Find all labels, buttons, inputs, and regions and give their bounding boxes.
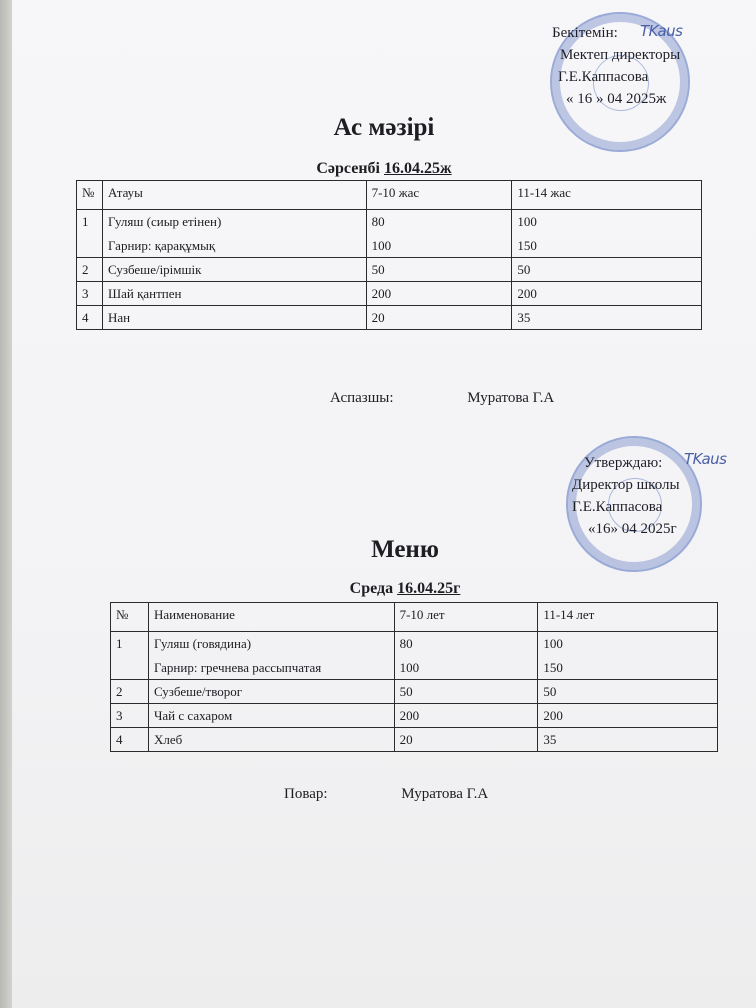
table-cell-num: 3 [77,282,103,306]
subtitle-ru [12,580,756,598]
table-cell-age-7-10 [366,258,512,282]
page-title-ru: Меню [371,536,439,563]
menu-table-ru [110,602,718,752]
subtitle-kz-date: 16.04.25ж [384,160,452,177]
table-cell-num: 4 [77,306,103,330]
cell-line: 35 [543,732,557,747]
table-cell-name [148,680,394,704]
cell-line: 50 [399,684,413,699]
menu-table-kz-body [77,181,702,330]
table-row [77,282,702,306]
cell-line: Шай қантпен [107,286,182,301]
table-cell-age-7-10 [394,704,538,728]
table-cell-age-11-14 [512,210,702,258]
footer-kz-name: Муратова Г.А [467,390,555,406]
cell-line: 20 [399,732,413,747]
table-cell-age-7-10 [366,306,512,330]
approval-kz-line2: Мектеп директоры [560,47,681,63]
cell-line: Чай с сахаром [153,708,233,723]
table-cell-name [102,282,366,306]
table-cell-age-7-10 [394,728,538,752]
cell-line: 50 [517,262,531,277]
table-cell-name [148,728,394,752]
table-cell-age-11-14 [512,258,702,282]
cell-line: Гарнир: қарақұмық [107,238,216,253]
cell-line: 200 [371,286,392,301]
column-header: Наименование [148,603,394,632]
column-header: Атауы [102,181,366,210]
table-cell-age-11-14 [538,704,718,728]
footer-kz [330,390,554,407]
cell-line: 150 [543,660,563,675]
column-header: № [111,603,149,632]
cell-line: Гарнир: гречнева рассыпчатая [153,660,322,675]
subtitle-kz [12,160,756,178]
cell-line: 80 [399,636,413,651]
table-cell-num: 1 [77,210,103,258]
column-header: 7-10 жас [366,181,512,210]
table-cell-num: 2 [77,258,103,282]
cell-line: 100 [517,214,537,229]
table-cell-name [102,306,366,330]
menu-table-kz [76,180,702,330]
column-header: 11-14 жас [512,181,702,210]
cell-line: 80 [371,214,385,229]
table-cell-age-7-10 [394,632,538,680]
table-cell-age-11-14 [538,680,718,704]
cell-line: 100 [543,636,563,651]
approval-block-ru [572,452,680,540]
cell-line: 50 [371,262,385,277]
approval-ru-line3: Г.Е.Каппасова [572,499,663,515]
table-cell-num: 4 [111,728,149,752]
cell-line: 35 [517,310,531,325]
table-row [77,306,702,330]
subtitle-ru-day: Среда [349,580,394,597]
table-row [77,258,702,282]
table-header-row [111,603,718,632]
menu-table-ru-body [111,603,718,752]
cell-line: 150 [517,238,537,253]
cell-line: Гуляш (сиыр етінен) [107,214,222,229]
document-page [12,0,756,1008]
footer-ru-name: Муратова Г.А [401,786,489,802]
cell-line: 200 [543,708,563,723]
table-cell-age-7-10 [366,282,512,306]
table-cell-name [102,210,366,258]
table-cell-name [148,632,394,680]
subtitle-ru-date: 16.04.25г [397,580,461,597]
signature-ru: TKaus [684,450,727,468]
column-header: 11-14 лет [538,603,718,632]
cell-line: Нан [107,310,131,325]
table-cell-age-7-10 [394,680,538,704]
cell-line: 200 [517,286,537,301]
signature-kz: TKaus [640,22,683,40]
cell-line: Сузбеше/творог [153,684,243,699]
table-cell-age-7-10 [366,210,512,258]
column-header: 7-10 лет [394,603,538,632]
subtitle-kz-day: Сәрсенбі [316,160,380,177]
table-row [111,680,718,704]
table-cell-name [148,704,394,728]
table-cell-age-11-14 [512,306,702,330]
cell-line: Гуляш (говядина) [153,636,252,651]
cell-line: Хлеб [153,732,183,747]
table-row [111,632,718,680]
table-cell-age-11-14 [538,632,718,680]
table-cell-num: 2 [111,680,149,704]
approval-kz-line1: Бекітемін: [552,25,618,41]
table-row [111,704,718,728]
cell-line: 20 [371,310,385,325]
page-title-kz: Ас мәзірі [333,114,435,141]
cell-line: 100 [371,238,392,253]
table-cell-num: 3 [111,704,149,728]
approval-ru-line4: «16» 04 2025г [588,521,677,537]
footer-kz-label: Аспазшы: [330,390,394,406]
cell-line: Сузбеше/ірімшік [107,262,202,277]
footer-ru-label: Повар: [284,786,328,802]
table-cell-age-11-14 [512,282,702,306]
table-header-row [77,181,702,210]
cell-line: 200 [399,708,420,723]
cell-line: 100 [399,660,420,675]
cell-line: 50 [543,684,557,699]
column-header: № [77,181,103,210]
table-row [77,210,702,258]
table-cell-name [102,258,366,282]
approval-ru-line2: Директор школы [572,477,680,493]
approval-kz-line4: « 16 » 04 2025ж [566,91,667,107]
table-row [111,728,718,752]
approval-kz-line3: Г.Е.Каппасова [558,69,649,85]
approval-ru-line1: Утверждаю: [584,455,663,471]
table-cell-num: 1 [111,632,149,680]
footer-ru [284,786,488,803]
table-cell-age-11-14 [538,728,718,752]
